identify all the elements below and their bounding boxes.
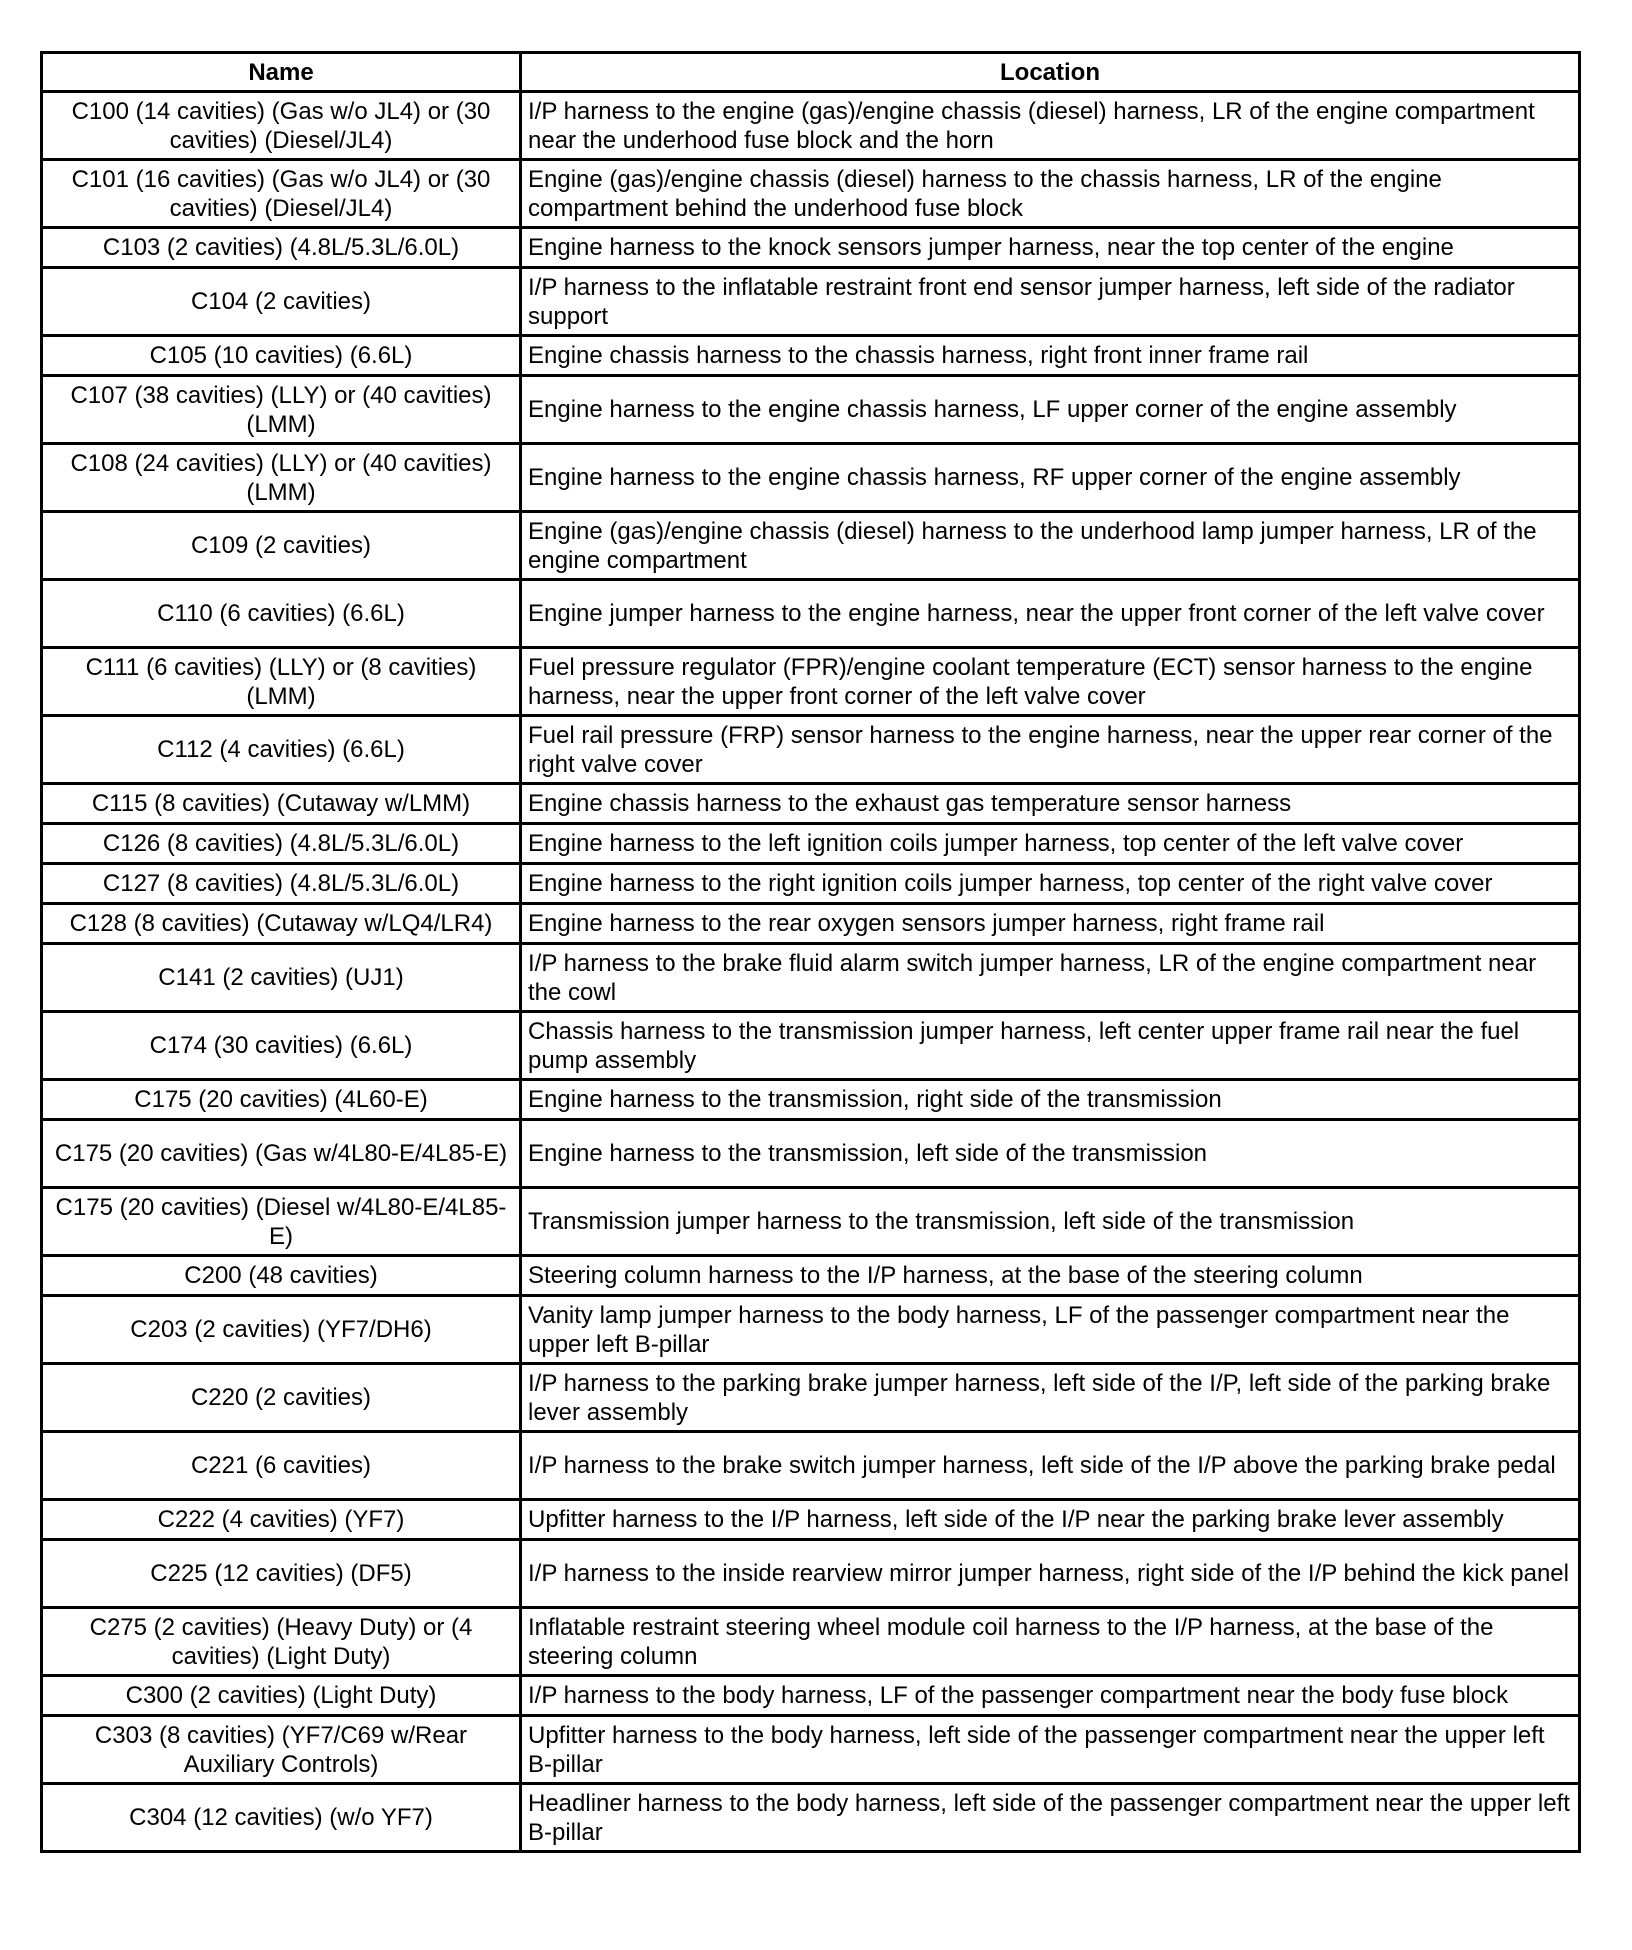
table-row — [42, 784, 1580, 824]
connector-name-cell: C109 (2 cavities) — [42, 512, 521, 580]
connector-name-cell: C221 (6 cavities) — [42, 1432, 521, 1500]
table-row — [42, 580, 1580, 648]
table-row — [42, 512, 1580, 580]
connector-name-cell: C128 (8 cavities) (Cutaway w/LQ4/LR4) — [42, 904, 521, 944]
connector-location-cell: Engine harness to the transmission, left side of the transmission — [521, 1120, 1580, 1188]
connector-location-cell: Engine chassis harness to the chassis harness, right front inner frame rail — [521, 336, 1580, 376]
connector-name-cell: C112 (4 cavities) (6.6L) — [42, 716, 521, 784]
table-body — [42, 92, 1580, 1852]
connector-location-cell: I/P harness to the engine (gas)/engine chassis (diesel) harness, LR of the engine compartment near the underhood fuse block and the horn — [521, 92, 1580, 160]
table-row — [42, 92, 1580, 160]
connector-location-cell: Engine harness to the transmission, right side of the transmission — [521, 1080, 1580, 1120]
connector-location-cell: Upfitter harness to the body harness, left side of the passenger compartment near the upper left B-pillar — [521, 1716, 1580, 1784]
connector-location-cell: Engine harness to the rear oxygen sensors jumper harness, right frame rail — [521, 904, 1580, 944]
table-row — [42, 648, 1580, 716]
connector-name-cell: C115 (8 cavities) (Cutaway w/LMM) — [42, 784, 521, 824]
connector-location-cell: Steering column harness to the I/P harness, at the base of the steering column — [521, 1256, 1580, 1296]
connector-name-cell: C126 (8 cavities) (4.8L/5.3L/6.0L) — [42, 824, 521, 864]
connector-location-cell: Engine (gas)/engine chassis (diesel) harness to the chassis harness, LR of the engine compartment behind the underhood fuse block — [521, 160, 1580, 228]
connector-name-cell: C174 (30 cavities) (6.6L) — [42, 1012, 521, 1080]
table-row — [42, 716, 1580, 784]
connector-location-cell: I/P harness to the inside rearview mirror jumper harness, right side of the I/P behind the kick panel — [521, 1540, 1580, 1608]
connector-location-cell: Transmission jumper harness to the transmission, left side of the transmission — [521, 1188, 1580, 1256]
connector-name-cell: C111 (6 cavities) (LLY) or (8 cavities) (LMM) — [42, 648, 521, 716]
table-row — [42, 1120, 1580, 1188]
connector-name-cell: C101 (16 cavities) (Gas w/o JL4) or (30 cavities) (Diesel/JL4) — [42, 160, 521, 228]
table-row — [42, 824, 1580, 864]
connector-name-cell: C175 (20 cavities) (Diesel w/4L80-E/4L85-E) — [42, 1188, 521, 1256]
connector-location-cell: Engine harness to the engine chassis harness, LF upper corner of the engine assembly — [521, 376, 1580, 444]
table-row — [42, 160, 1580, 228]
connector-location-cell: Engine harness to the left ignition coils jumper harness, top center of the left valve cover — [521, 824, 1580, 864]
connector-name-cell: C105 (10 cavities) (6.6L) — [42, 336, 521, 376]
table-row — [42, 1432, 1580, 1500]
connector-location-table — [40, 51, 1581, 1853]
connector-location-cell: Inflatable restraint steering wheel module coil harness to the I/P harness, at the base of the steering column — [521, 1608, 1580, 1676]
table-row — [42, 268, 1580, 336]
connector-name-cell: C127 (8 cavities) (4.8L/5.3L/6.0L) — [42, 864, 521, 904]
connector-name-cell: C303 (8 cavities) (YF7/C69 w/Rear Auxiliary Controls) — [42, 1716, 521, 1784]
connector-location-cell: I/P harness to the body harness, LF of the passenger compartment near the body fuse block — [521, 1676, 1580, 1716]
connector-location-cell: Engine harness to the knock sensors jumper harness, near the top center of the engine — [521, 228, 1580, 268]
table-row — [42, 1716, 1580, 1784]
connector-name-cell: C108 (24 cavities) (LLY) or (40 cavities) (LMM) — [42, 444, 521, 512]
connector-name-cell: C304 (12 cavities) (w/o YF7) — [42, 1784, 521, 1852]
connector-location-cell: Engine chassis harness to the exhaust gas temperature sensor harness — [521, 784, 1580, 824]
connector-location-cell: Fuel pressure regulator (FPR)/engine coolant temperature (ECT) sensor harness to the engine harness, near the upper front corner of the left valve cover — [521, 648, 1580, 716]
table-row — [42, 904, 1580, 944]
connector-location-cell: Engine harness to the right ignition coils jumper harness, top center of the right valve cover — [521, 864, 1580, 904]
connector-name-cell: C203 (2 cavities) (YF7/DH6) — [42, 1296, 521, 1364]
table-row — [42, 1676, 1580, 1716]
connector-name-cell: C200 (48 cavities) — [42, 1256, 521, 1296]
table-row — [42, 336, 1580, 376]
connector-name-cell: C175 (20 cavities) (Gas w/4L80-E/4L85-E) — [42, 1120, 521, 1188]
table-row — [42, 1608, 1580, 1676]
connector-name-cell: C110 (6 cavities) (6.6L) — [42, 580, 521, 648]
connector-location-cell: Engine jumper harness to the engine harness, near the upper front corner of the left valve cover — [521, 580, 1580, 648]
connector-location-cell: Chassis harness to the transmission jumper harness, left center upper frame rail near the fuel pump assembly — [521, 1012, 1580, 1080]
connector-location-cell: I/P harness to the brake fluid alarm switch jumper harness, LR of the engine compartment near the cowl — [521, 944, 1580, 1012]
connector-name-cell: C107 (38 cavities) (LLY) or (40 cavities) (LMM) — [42, 376, 521, 444]
table-row — [42, 864, 1580, 904]
table-row — [42, 944, 1580, 1012]
table-row — [42, 376, 1580, 444]
connector-name-cell: C275 (2 cavities) (Heavy Duty) or (4 cavities) (Light Duty) — [42, 1608, 521, 1676]
connector-name-cell: C225 (12 cavities) (DF5) — [42, 1540, 521, 1608]
table-row — [42, 1256, 1580, 1296]
table-row — [42, 1540, 1580, 1608]
table-row — [42, 1012, 1580, 1080]
table-row — [42, 1188, 1580, 1256]
table-row — [42, 1296, 1580, 1364]
connector-table-container — [40, 51, 1578, 1853]
connector-name-cell: C300 (2 cavities) (Light Duty) — [42, 1676, 521, 1716]
connector-location-cell: I/P harness to the inflatable restraint front end sensor jumper harness, left side of the radiator support — [521, 268, 1580, 336]
connector-location-cell: Engine harness to the engine chassis harness, RF upper corner of the engine assembly — [521, 444, 1580, 512]
table-row — [42, 1364, 1580, 1432]
connector-name-cell: C222 (4 cavities) (YF7) — [42, 1500, 521, 1540]
table-row — [42, 444, 1580, 512]
connector-location-cell: Engine (gas)/engine chassis (diesel) harness to the underhood lamp jumper harness, LR of the engine compartment — [521, 512, 1580, 580]
name-column-header: Name — [42, 53, 521, 92]
table-header-row — [42, 53, 1580, 92]
connector-location-cell: I/P harness to the brake switch jumper harness, left side of the I/P above the parking brake pedal — [521, 1432, 1580, 1500]
connector-name-cell: C103 (2 cavities) (4.8L/5.3L/6.0L) — [42, 228, 521, 268]
connector-location-cell: Vanity lamp jumper harness to the body harness, LF of the passenger compartment near the upper left B-pillar — [521, 1296, 1580, 1364]
table-row — [42, 228, 1580, 268]
location-column-header: Location — [521, 53, 1580, 92]
connector-name-cell: C220 (2 cavities) — [42, 1364, 521, 1432]
table-row — [42, 1784, 1580, 1852]
connector-location-cell: Headliner harness to the body harness, left side of the passenger compartment near the upper left B-pillar — [521, 1784, 1580, 1852]
connector-name-cell: C141 (2 cavities) (UJ1) — [42, 944, 521, 1012]
connector-name-cell: C100 (14 cavities) (Gas w/o JL4) or (30 cavities) (Diesel/JL4) — [42, 92, 521, 160]
connector-location-cell: I/P harness to the parking brake jumper harness, left side of the I/P, left side of the parking brake lever assembly — [521, 1364, 1580, 1432]
connector-location-cell: Fuel rail pressure (FRP) sensor harness to the engine harness, near the upper rear corner of the right valve cover — [521, 716, 1580, 784]
connector-name-cell: C104 (2 cavities) — [42, 268, 521, 336]
table-row — [42, 1500, 1580, 1540]
connector-name-cell: C175 (20 cavities) (4L60-E) — [42, 1080, 521, 1120]
table-row — [42, 1080, 1580, 1120]
connector-location-cell: Upfitter harness to the I/P harness, left side of the I/P near the parking brake lever assembly — [521, 1500, 1580, 1540]
